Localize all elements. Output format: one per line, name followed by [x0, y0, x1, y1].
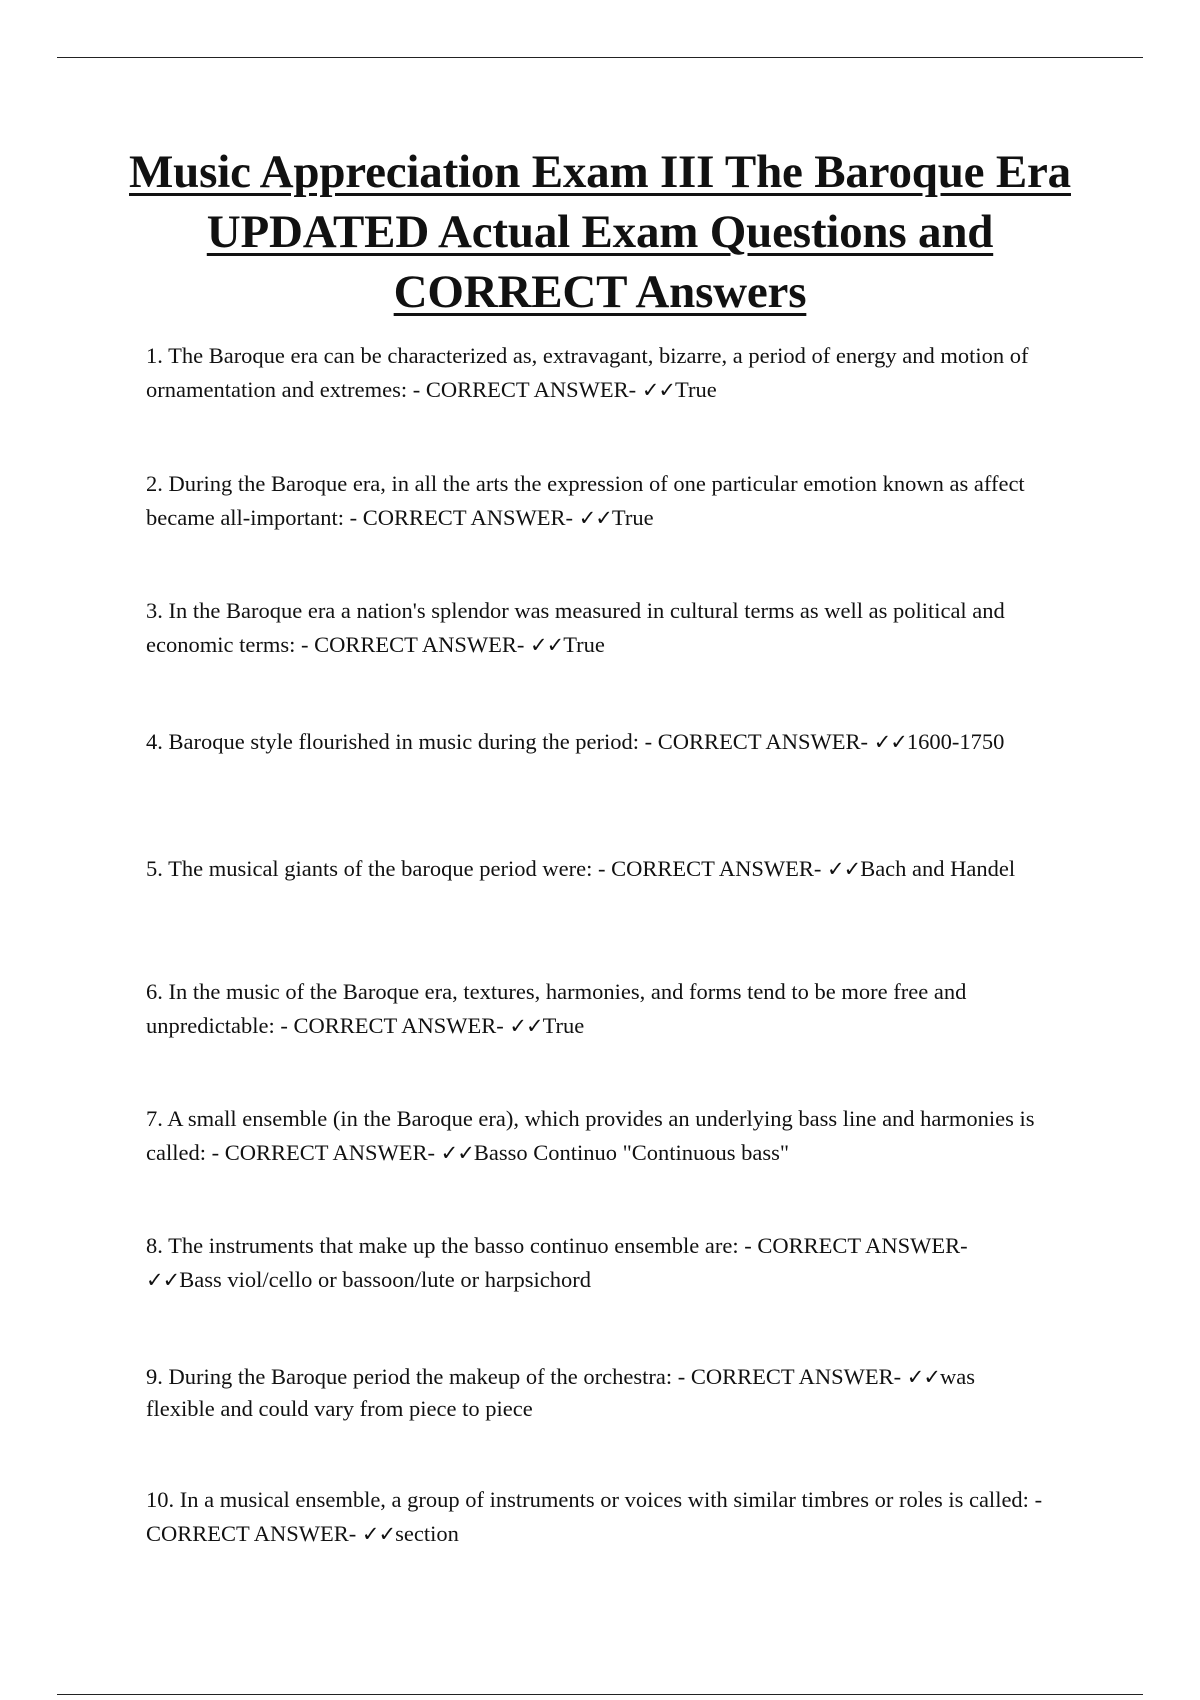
question-item — [146, 1229, 1046, 1297]
separator: - — [672, 1364, 691, 1389]
answer-text: True — [675, 377, 717, 402]
document-title: Music Appreciation Exam III The Baroque Era UPDATED Actual Exam Questions and CORRECT Answers — [129, 146, 1071, 318]
separator: - — [1028, 1487, 1043, 1512]
check-icon: ✓✓ — [868, 730, 907, 754]
question-text: 5. The musical giants of the baroque period were: — [146, 856, 593, 881]
check-icon: ✓✓ — [573, 506, 612, 530]
answer-text: was flexible and could vary from piece to piece — [146, 1364, 975, 1421]
question-item — [146, 467, 1046, 535]
answer-label: CORRECT ANSWER- — [293, 1013, 504, 1038]
check-icon: ✓✓ — [146, 1268, 180, 1292]
question-item — [146, 727, 1046, 757]
question-text: 9. During the Baroque period the makeup of the orchestra: — [146, 1364, 673, 1389]
answer-label: CORRECT ANSWER- — [657, 729, 869, 754]
question-item — [146, 975, 1046, 1043]
check-icon: ✓✓ — [356, 1522, 396, 1546]
answer-label: CORRECT ANSWER- — [425, 377, 637, 402]
separator: - — [295, 632, 315, 657]
separator: - — [274, 1013, 294, 1038]
question-item — [146, 1102, 1046, 1170]
question-text: 7. A small ensemble (in the Baroque era), which provides an underlying bass line and harmonies is called: — [146, 1106, 1035, 1165]
separator: - — [205, 1140, 225, 1165]
question-text: 4. Baroque style flourished in music during the period: — [146, 729, 640, 754]
separator: - — [639, 729, 658, 754]
answer-text: True — [563, 632, 605, 657]
answer-label: CORRECT ANSWER- — [224, 1140, 435, 1165]
answer-label: CORRECT ANSWER- — [314, 632, 525, 657]
answer-text: Bass viol/cello or bassoon/lute or harpsichord — [179, 1267, 592, 1292]
answer-text: True — [542, 1013, 585, 1038]
answer-label: CORRECT ANSWER- — [146, 1521, 357, 1546]
separator: - — [592, 856, 612, 881]
answer-text: 1600-1750 — [906, 729, 1005, 754]
question-text: 3. In the Baroque era a nation's splendor was measured in cultural terms as well as political and economic terms: — [146, 598, 1005, 657]
bottom-divider — [57, 1694, 1143, 1695]
separator: - — [344, 505, 363, 530]
question-text: 6. In the music of the Baroque era, textures, harmonies, and forms tend to be more free and unpredictable: — [146, 979, 967, 1038]
question-text: 10. In a musical ensemble, a group of instruments or voices with similar timbres or roles is called: — [146, 1487, 1029, 1512]
check-icon: ✓✓ — [901, 1365, 940, 1389]
question-item — [146, 339, 1046, 407]
question-item — [146, 1361, 1046, 1425]
answer-label: CORRECT ANSWER- — [757, 1233, 968, 1258]
question-item — [146, 594, 1046, 662]
question-item — [146, 854, 1046, 884]
answer-text: Bach and Handel — [860, 856, 1016, 881]
separator: - — [738, 1233, 758, 1258]
separator: - — [407, 377, 426, 402]
question-text: 8. The instruments that make up the basso continuo ensemble are: — [146, 1233, 739, 1258]
answer-label: CORRECT ANSWER- — [690, 1364, 902, 1389]
answer-text: Basso Continuo "Continuous bass" — [473, 1140, 790, 1165]
question-item — [146, 1483, 1046, 1551]
answer-label: CORRECT ANSWER- — [611, 856, 822, 881]
check-icon: ✓✓ — [503, 1014, 543, 1038]
check-icon: ✓✓ — [636, 378, 676, 402]
check-icon: ✓✓ — [821, 857, 861, 881]
answer-label: CORRECT ANSWER- — [362, 505, 574, 530]
answer-text: section — [395, 1521, 459, 1546]
question-text: 1. The Baroque era can be characterized as, extravagant, bizarre, a period of energy and motion of ornamentation and extremes: — [146, 343, 1029, 402]
question-text: 2. During the Baroque era, in all the arts the expression of one particular emotion known as affect became all-important: — [146, 471, 1025, 530]
answer-text: True — [611, 505, 654, 530]
check-icon: ✓✓ — [524, 633, 564, 657]
check-icon: ✓✓ — [434, 1141, 474, 1165]
